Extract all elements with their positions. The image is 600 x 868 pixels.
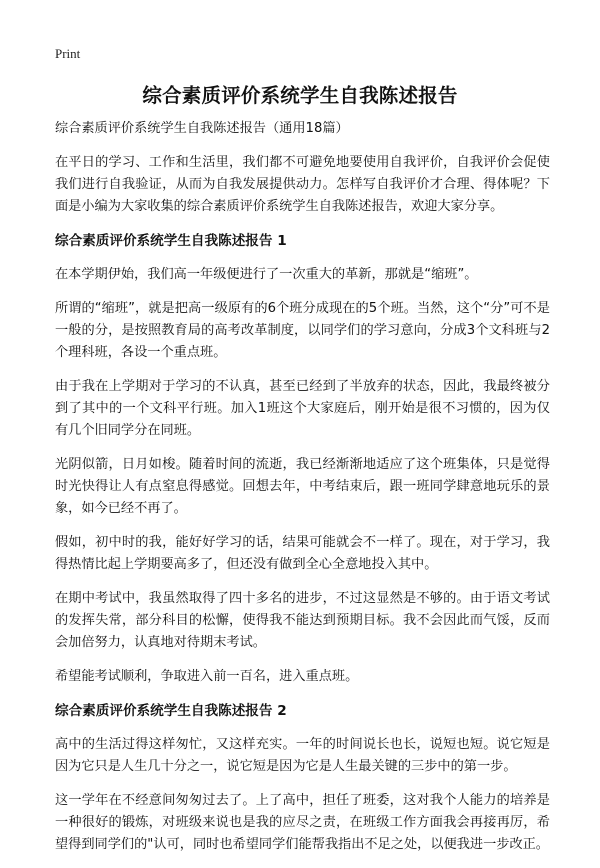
section-heading-2: 综合素质评价系统学生自我陈述报告 2 [55, 703, 287, 719]
paragraph: 由于我在上学期对于学习的不认真，甚至已经到了半放弃的状态，因此，我最终被分到了其中的一个文科平行班。加入1班这个大家庭后，刚开始是很不习惯的，因为仅有几个旧同学分在同班。 [55, 379, 550, 438]
article-body [55, 118, 550, 868]
section-heading-1: 综合素质评价系统学生自我陈述报告 1 [55, 233, 287, 249]
paragraph: 在期中考试中，我虽然取得了四十多名的进步，不过这显然是不够的。由于语文考试的发挥失常，部分科目的松懈，使得我不能达到预期目标。我不会因此而气馁，反而会加倍努力，认真地对待期末考试。 [55, 591, 550, 650]
article-subtitle: 综合素质评价系统学生自我陈述报告（通用18篇） [55, 121, 349, 136]
intro-paragraph: 在平日的学习、工作和生活里，我们都不可避免地要使用自我评价，自我评价会促使我们进行自我验证，从而为自我发展提供动力。怎样写自我评价才合理、得体呢？下面是小编为大家收集的综合素质评价系统学生自我陈述报告，欢迎大家分享。 [55, 155, 550, 214]
paragraph: 希望能考试顺利，争取进入前一百名，进入重点班。 [55, 669, 359, 684]
paragraph: 光阴似箭，日月如梭。随着时间的流逝，我已经渐渐地适应了这个班集体，只是觉得时光快得让人有点窒息得感觉。回想去年，中考结束后，跟一班同学肆意地玩乐的景象，如今已经不再了。 [55, 457, 550, 516]
paragraph: 所谓的“缩班”，就是把高一级原有的6个班分成现在的5个班。当然，这个“分”可不是一般的分，是按照教育局的高考改革制度，以同学们的学习意向，分成3个文科班与2个理科班，各设一个重点班。 [55, 301, 550, 360]
page-title: 综合素质评价系统学生自我陈述报告 [142, 84, 458, 107]
paragraph: 在本学期伊始，我们高一年级便进行了一次重大的革新，那就是“缩班”。 [55, 267, 478, 282]
print-link[interactable]: Print [55, 46, 81, 61]
paragraph: 这一学年在不经意间匆匆过去了。上了高中，担任了班委，这对我个人能力的培养是一种很好的锻炼，对班级来说也是我的应尽之责，在班级工作方面我会再接再厉，希望得到同学们的"认可，同时也希望同学们能帮我指出不足之处，以便我进一步改正。 [55, 793, 550, 852]
paragraph: 假如，初中时的我，能好好学习的话，结果可能就会不一样了。现在，对于学习，我得热情比起上学期要高多了，但还没有做到全心全意地投入其中。 [55, 535, 550, 572]
paragraph: 高中的生活过得这样匆忙，又这样充实。一年的时间说长也长，说短也短。说它短是因为它只是人生几十分之一，说它短是因为它是人生最关键的三步中的第一步。 [55, 737, 550, 774]
